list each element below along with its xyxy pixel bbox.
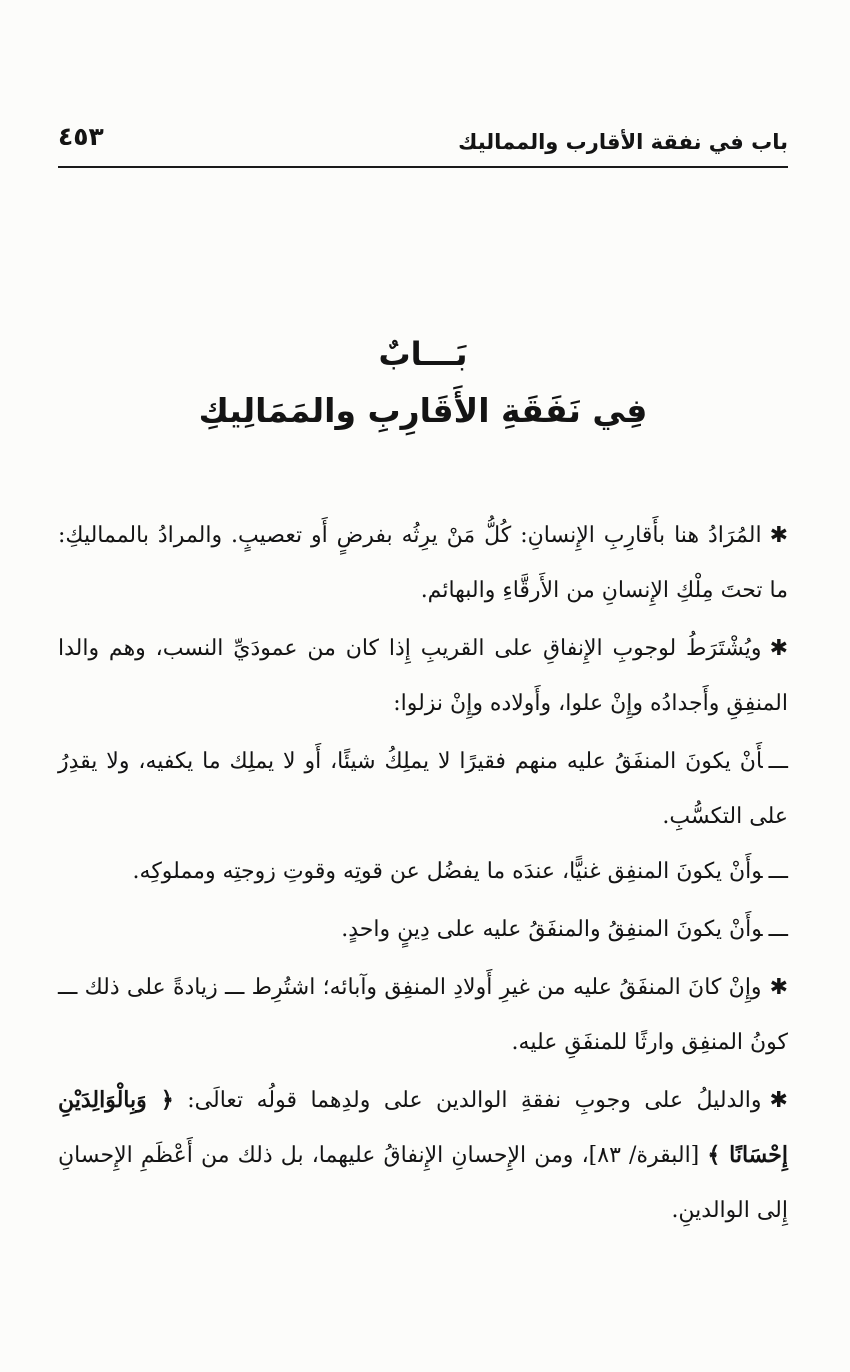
chapter-heading [58,332,788,440]
paragraph-text: ويُشْتَرَطُ لوجوبِ الإِنفاقِ على القريبِ إِذا كان من عمودَيِّ النسب، وهم والدا المنفِقِ وأَجدادُه وإِنْ علوا، وأَولاده وإِنْ نزلوا: [58,636,788,716]
paragraph-text: المُرَادُ هنا بأَقارِبِ الإِنسانِ: كُلُّ مَنْ يرِثُه بفرضٍ أَو تعصيبٍ. والمرادُ بالمماليكِ: ما تحتَ مِلْكِ الإِنسانِ من الأَرقَّاءِ والبهائم. [58,523,788,603]
paragraph-other-relatives [58,960,788,1070]
paragraph-definitions [58,508,788,618]
paragraph-evidence [58,1073,788,1238]
page-number: ٤٥٣ [58,122,104,151]
dash-marker: ـــ [768,749,788,774]
condition-item [58,844,788,899]
paragraph-text: وإِنْ كانَ المنفَقُ عليه من غيرِ أَولادِ المنفِق وآبائه؛ اشتُرِط ـــ زيادةً على ذلك ـــ كونُ المنفِق وارثًا للمنفَقِ عليه. [58,975,788,1055]
verse-reference: [البقرة/ ٨٣]، [581,1143,700,1168]
condition-item [58,902,788,957]
body-text [58,508,788,1238]
star-bullet-icon: ✱ [769,636,788,661]
running-header [58,118,788,168]
dash-marker: ـــ [768,859,788,884]
dash-marker: ـــ [768,917,788,942]
chapter-label: بَـــابٌ [378,335,468,373]
paragraph-text: وأَنْ يكونَ المنفِق غنيًّا، عندَه ما يفضُل عن قوتِه وقوتِ زوجتِه ومملوكِه. [132,859,763,884]
running-header-title: باب في نفقة الأقارب والمماليك [458,130,788,154]
paragraph-text: أَنْ يكونَ المنفَقُ عليه منهم فقيرًا لا يملِكُ شيئًا، أَو لا يملِك ما يكفيه، ولا يقدِرُ على التكسُّبِ. [58,749,788,829]
star-bullet-icon: ✱ [769,523,788,548]
paragraph-text: وأَنْ يكونَ المنفِقُ والمنفَقُ عليه على دِينٍ واحدٍ. [341,917,763,942]
star-bullet-icon: ✱ [769,975,788,1000]
paragraph-conditions-intro [58,621,788,731]
paragraph-text: والدليلُ على وجوبِ نفقةِ الوالدين على ولدِهما قولُه تعالَى: [187,1088,762,1113]
quran-verse: ﴿ وَبِالْوَالِدَيْنِ إِحْسَانًا ﴾ [58,1087,788,1168]
condition-item [58,734,788,844]
star-bullet-icon: ✱ [769,1088,788,1113]
paragraph-text: ومن الإِحسانِ الإِنفاقُ عليهما، بل ذلك من أَعْظَمِ الإِحسانِ إِلى الوالدينِ. [58,1143,788,1223]
chapter-title: فِي نَفَقَةِ الأَقَارِبِ والمَمَالِيكِ [198,391,648,430]
